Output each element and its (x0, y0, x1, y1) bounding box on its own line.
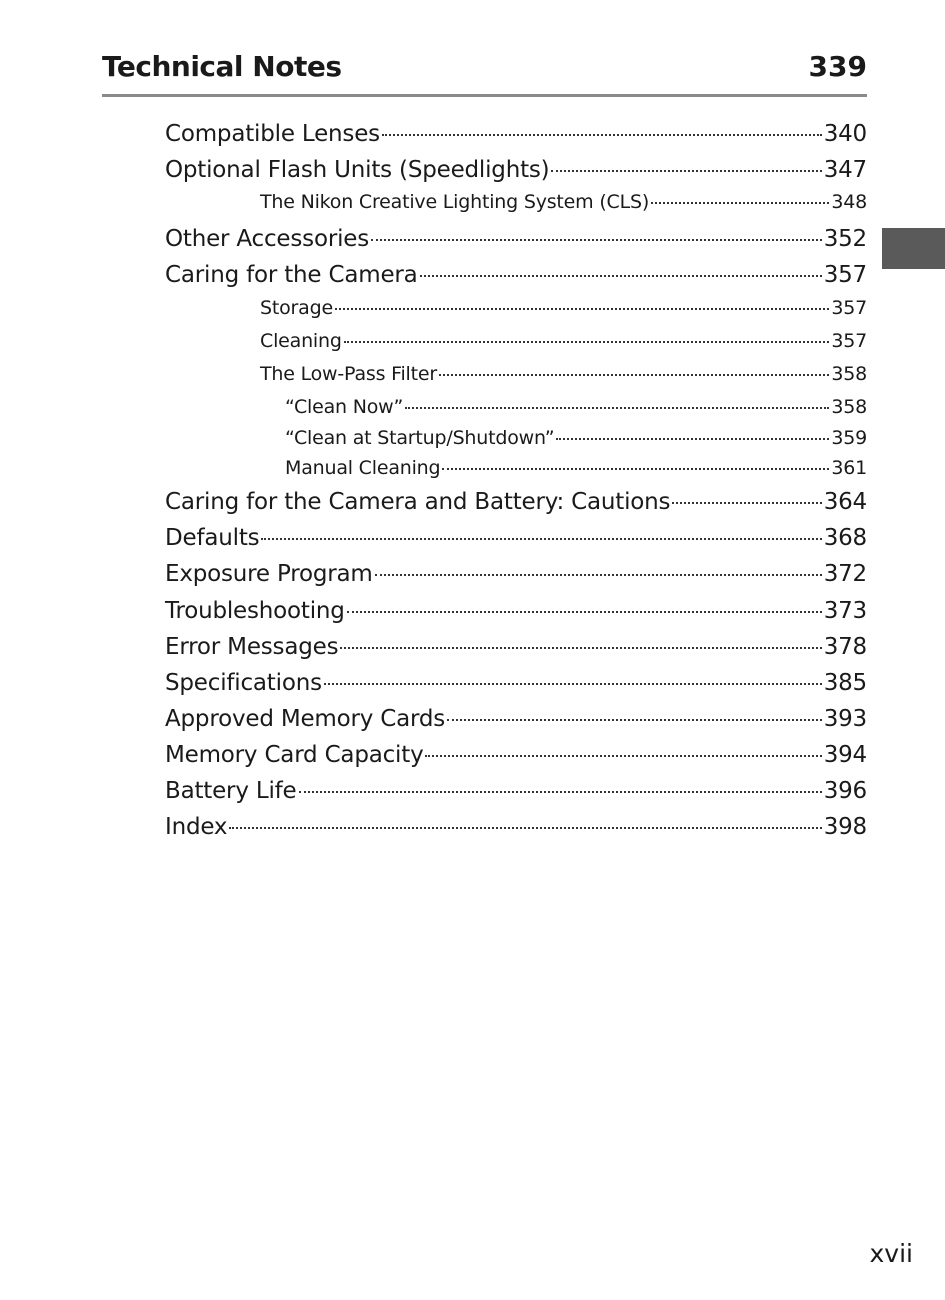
toc-leader-dots (261, 538, 821, 540)
toc-entry[interactable] (165, 740, 867, 770)
toc-entry-label: Memory Card Capacity (165, 742, 424, 768)
toc-leader-dots (442, 468, 829, 470)
toc-entry-label: Battery Life (165, 778, 297, 804)
toc-leader-dots (405, 407, 829, 409)
toc-entry-label: Approved Memory Cards (165, 706, 446, 732)
toc-leader-dots (324, 683, 822, 685)
toc-entry-page: 352 (823, 226, 867, 252)
toc-leader-dots (371, 239, 822, 241)
page-number: xvii (869, 1239, 913, 1268)
toc-leader-dots (447, 719, 822, 721)
toc-leader-dots (651, 202, 829, 204)
toc-entry-page: 396 (823, 778, 867, 804)
toc-entry[interactable] (165, 632, 867, 662)
toc-entry-page: 357 (823, 262, 867, 288)
toc-entry-page: 348 (831, 191, 867, 213)
toc-entry-page: 394 (823, 742, 867, 768)
toc-leader-dots (347, 611, 822, 613)
toc-leader-dots (375, 574, 822, 576)
toc-entry-label: Compatible Lenses (165, 121, 380, 147)
toc-entry-page: 368 (823, 525, 867, 551)
toc-entry[interactable] (165, 487, 867, 517)
toc-entry[interactable] (165, 559, 867, 589)
toc-entry-page: 372 (823, 561, 867, 587)
toc-subentry[interactable] (260, 295, 867, 321)
toc-leader-dots (229, 827, 821, 829)
toc-leader-dots (340, 647, 821, 649)
toc-entry-page: 340 (823, 121, 867, 147)
toc-entry[interactable] (165, 596, 867, 626)
toc-entry-page: 347 (823, 157, 867, 183)
toc-leader-dots (335, 308, 829, 310)
toc-entry-page: 393 (823, 706, 867, 732)
toc-entry-label: Troubleshooting (165, 598, 345, 624)
toc-entry-page: 373 (823, 598, 867, 624)
toc-entry[interactable] (165, 776, 867, 806)
toc-entry[interactable] (165, 260, 867, 290)
toc-subentry[interactable] (260, 189, 867, 215)
toc-entry-page: 357 (831, 297, 867, 319)
toc-entry-label: Manual Cleaning (285, 457, 441, 479)
toc-leader-dots (672, 502, 821, 504)
toc-leader-dots (382, 134, 822, 136)
toc-entry-label: Specifications (165, 670, 322, 696)
toc-entry[interactable] (165, 668, 867, 698)
toc-entry-label: Error Messages (165, 634, 339, 660)
toc-subsubentry[interactable] (285, 394, 867, 420)
toc-entry-label: The Nikon Creative Lighting System (CLS) (260, 191, 650, 213)
toc-leader-dots (551, 170, 821, 172)
toc-leader-dots (420, 275, 822, 277)
toc-entry-label: “Clean Now” (285, 396, 404, 418)
toc-entry-label: Index (165, 814, 228, 840)
toc-entry-label: “Clean at Startup/Shutdown” (285, 427, 555, 449)
toc-entry[interactable] (165, 155, 867, 185)
toc-entry-page: 398 (823, 814, 867, 840)
toc-entry[interactable] (165, 812, 867, 842)
toc-entry-label: The Low-Pass Filter (260, 363, 437, 385)
toc-entry-label: Cleaning (260, 330, 342, 352)
toc-entry-page: 378 (823, 634, 867, 660)
toc-entry-page: 385 (823, 670, 867, 696)
toc-leader-dots (425, 755, 821, 757)
toc-entry-page: 358 (831, 396, 867, 418)
toc-entry-label: Optional Flash Units (Speedlights) (165, 157, 550, 183)
toc-leader-dots (344, 341, 830, 343)
toc-subsubentry[interactable] (285, 455, 867, 481)
toc-leader-dots (439, 374, 829, 376)
section-page-number[interactable]: 339 (808, 50, 867, 83)
toc-entry[interactable] (165, 523, 867, 553)
toc-entry-page: 361 (831, 457, 867, 479)
toc-entry-page: 364 (823, 489, 867, 515)
toc-entry[interactable] (165, 224, 867, 254)
toc-entry-page: 358 (831, 363, 867, 385)
toc-entry-label: Caring for the Camera and Battery: Cautions (165, 489, 671, 515)
toc-entry-label: Storage (260, 297, 333, 319)
toc-subentry[interactable] (260, 361, 867, 387)
toc-entry-label: Other Accessories (165, 226, 370, 252)
toc-entry-page: 359 (831, 427, 867, 449)
toc-entry-page: 357 (831, 330, 867, 352)
toc-subentry[interactable] (260, 328, 867, 354)
section-title: Technical Notes (102, 50, 342, 83)
toc-leader-dots (556, 438, 829, 440)
toc-subsubentry[interactable] (285, 425, 867, 451)
toc-entry[interactable] (165, 119, 867, 149)
toc-leader-dots (299, 791, 822, 793)
toc-entry[interactable] (165, 704, 867, 734)
toc-entry-label: Caring for the Camera (165, 262, 418, 288)
toc-entry-label: Defaults (165, 525, 260, 551)
toc-entry-label: Exposure Program (165, 561, 373, 587)
